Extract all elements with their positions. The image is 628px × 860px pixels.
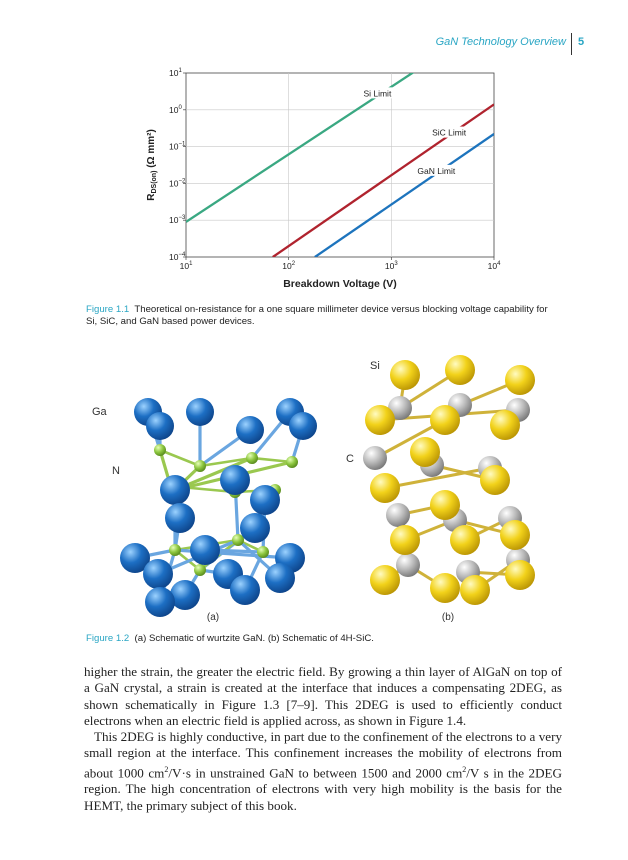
x-axis-label: Breakdown Voltage (V): [283, 278, 397, 290]
figure-1-2-caption: [86, 633, 556, 645]
sic-atoms: [363, 355, 535, 605]
ga-atom: [160, 475, 190, 505]
si-atom: [390, 525, 420, 555]
x-tick-label: $10^1$: [179, 261, 193, 271]
ga-atom: [220, 465, 250, 495]
ga-atom: [190, 535, 220, 565]
ga-atom: [236, 416, 264, 444]
c-atom: [363, 446, 387, 470]
panel-a-label: (a): [206, 612, 220, 623]
figure-1-2-caption-label: Figure 1.2: [86, 633, 130, 644]
series-label: GaN Limit: [417, 165, 456, 176]
n-atom: [154, 444, 166, 456]
ga-label: Ga: [92, 406, 107, 418]
n-atom: [257, 546, 269, 558]
4h-sic-schematic: [363, 355, 535, 605]
ga-atom: [289, 412, 317, 440]
page-number: 5: [578, 36, 585, 48]
ga-atom: [165, 503, 195, 533]
y-tick-label: $10^1$: [169, 68, 182, 78]
n-atom: [169, 544, 181, 556]
gan-atoms: [120, 398, 317, 617]
si-atom: [410, 437, 440, 467]
superscript: 2: [164, 764, 169, 774]
figure-1-1-caption: [86, 304, 556, 328]
si-atom: [430, 573, 460, 603]
running-header: GaN Technology Overview: [435, 36, 566, 48]
si-atom: [505, 365, 535, 395]
figure-1-1-caption-text: Theoretical on-resistance for a one square millimeter device versus blocking voltage capability for Si, SiC, and GaN based power devices.: [86, 304, 548, 327]
paragraph-2-part-a: This 2DEG is highly conductive, in part due to the confinement of the electrons to a very small region at the interface. This confinement increases the mobility of electrons from about 1000 cm: [84, 729, 562, 781]
x-tick-label: $10^2$: [282, 261, 296, 271]
si-atom: [370, 473, 400, 503]
header-divider: [571, 33, 572, 55]
ga-atom: [146, 412, 174, 440]
bond: [160, 450, 200, 466]
bond: [252, 458, 292, 462]
superscript: 2: [462, 764, 467, 774]
n-label: N: [112, 465, 120, 477]
paragraph-2-part-c: /V s in the 2DEG region. The high concentration of electrons with very high mobility is the basis for the HEMT, the primary subject of this book.: [84, 765, 563, 813]
ga-atom: [230, 575, 260, 605]
paragraph-2: [84, 729, 562, 814]
crystal-structures-figure: [0, 340, 628, 630]
si-atom: [430, 490, 460, 520]
si-atom: [370, 565, 400, 595]
y-tick-label: $10^{-3}$: [169, 215, 186, 226]
n-atom: [286, 456, 298, 468]
panel-b-label: (b): [441, 612, 455, 623]
n-atom: [194, 564, 206, 576]
n-atom: [194, 460, 206, 472]
si-atom: [505, 560, 535, 590]
wurtzite-gan-schematic: [120, 398, 317, 617]
ga-atom: [186, 398, 214, 426]
ga-atom: [265, 563, 295, 593]
y-axis-label: $R_{DS(on)}$ (Ω mm²): [146, 129, 158, 201]
si-atom: [430, 405, 460, 435]
si-atom: [450, 525, 480, 555]
x-tick-label: $10^4$: [487, 261, 501, 271]
ga-atom: [145, 587, 175, 617]
paragraph-2-part-b: /V·s in unstrained GaN to between 1500 and 2000 cm: [168, 765, 463, 781]
c-atom: [396, 553, 420, 577]
ga-atom: [143, 559, 173, 589]
si-atom: [460, 575, 490, 605]
ga-atom: [240, 513, 270, 543]
si-atom: [500, 520, 530, 550]
series-label: SiC Limit: [432, 127, 467, 138]
si-atom: [490, 410, 520, 440]
figure-1-2-caption-text: (a) Schematic of wurtzite GaN. (b) Schematic of 4H-SiC.: [134, 633, 374, 644]
y-tick-label: $10^{-2}$: [169, 178, 186, 189]
n-atom: [246, 452, 258, 464]
si-atom: [480, 465, 510, 495]
ga-atom: [250, 485, 280, 515]
si-atom: [365, 405, 395, 435]
si-atom: [390, 360, 420, 390]
c-atom: [386, 503, 410, 527]
si-atom: [445, 355, 475, 385]
body-text: [84, 664, 562, 814]
y-tick-label: $10^{-1}$: [169, 141, 186, 152]
series-label: Si Limit: [363, 88, 392, 99]
y-tick-label: $10^0$: [169, 104, 182, 115]
paragraph-1: higher the strain, the greater the electric field. By growing a thin layer of AlGaN on top of a GaN crystal, a strain is created at the interface that induces a compensating 2DEG, as shown schematically in Figure 1.3 [7–9]. This 2DEG is used to efficiently conduct electrons when an electric field is applied across, as shown in Figure 1.4.: [84, 664, 562, 728]
c-label: C: [346, 453, 354, 465]
y-tick-label: $10^{-4}$: [169, 252, 186, 262]
si-label: Si: [370, 360, 380, 372]
figure-1-1-caption-label: Figure 1.1: [86, 304, 130, 315]
x-tick-label: $10^3$: [384, 261, 398, 271]
